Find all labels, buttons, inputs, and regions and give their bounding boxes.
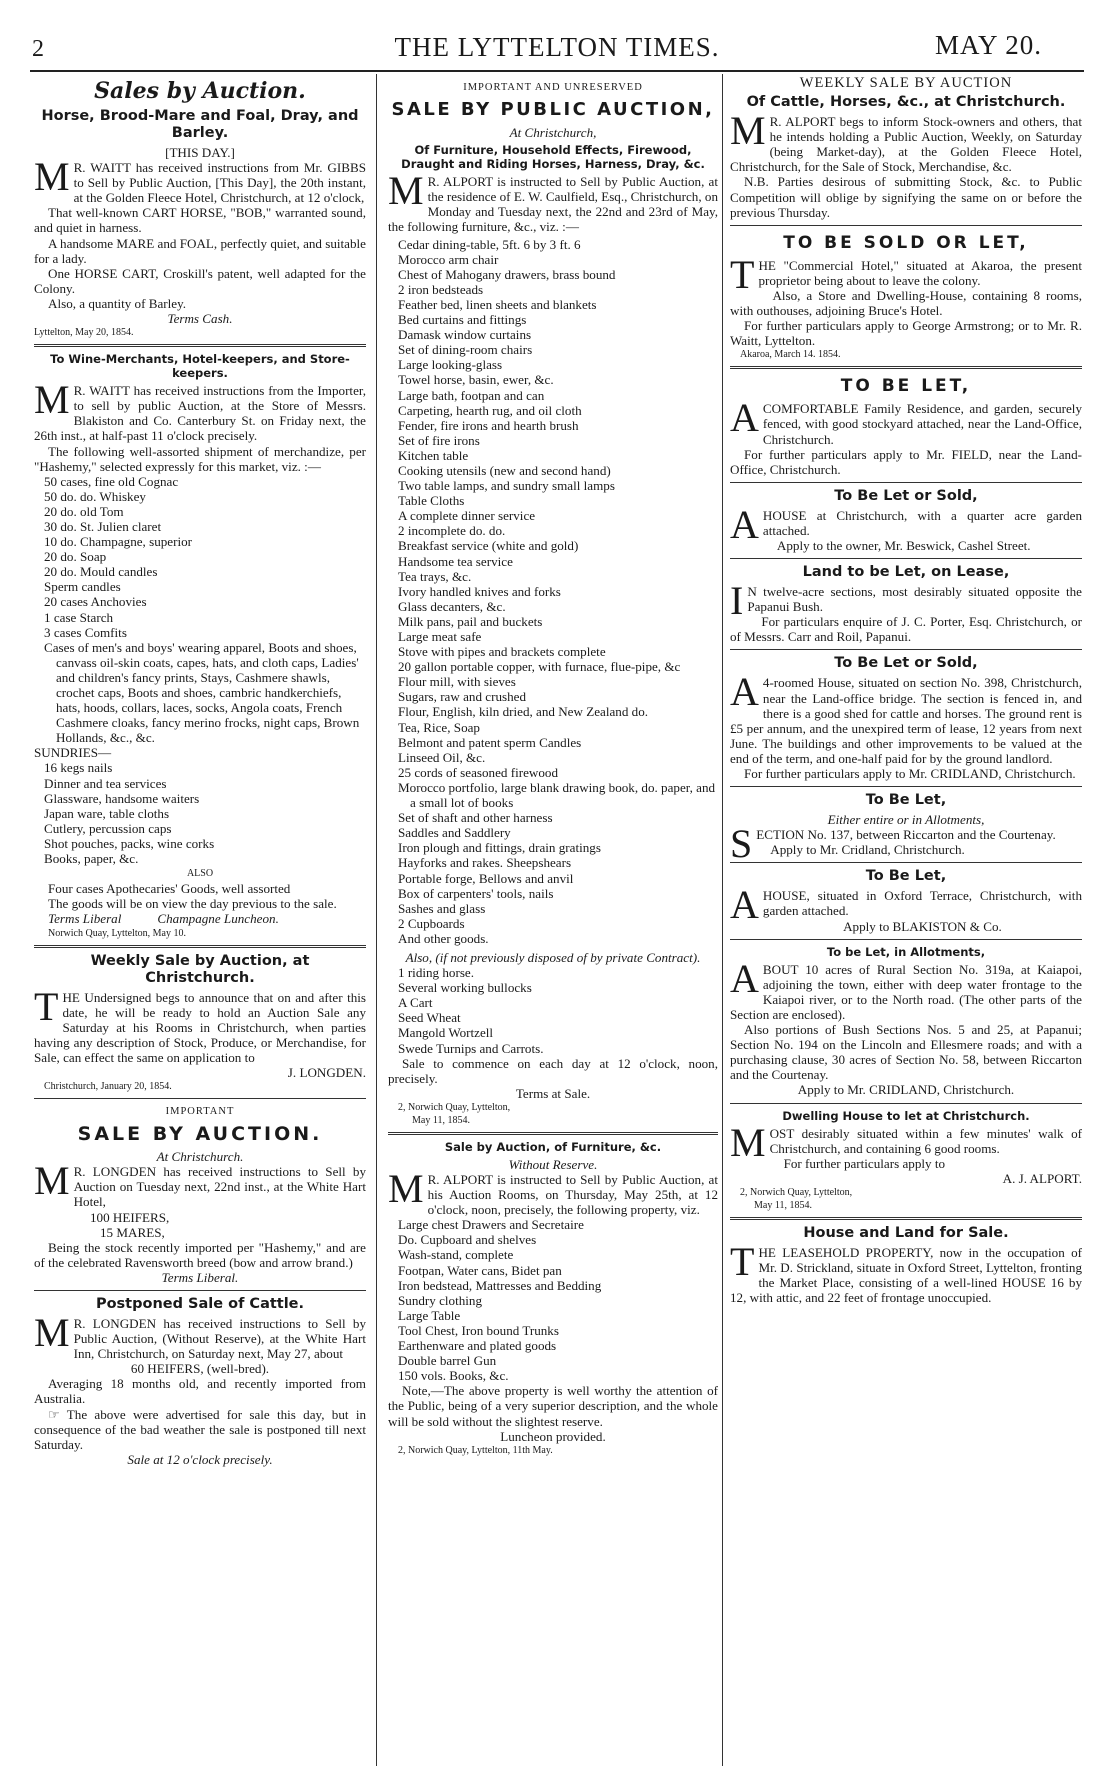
divider xyxy=(34,945,366,948)
divider xyxy=(730,649,1082,650)
divider xyxy=(730,939,1082,940)
drop-cap: A xyxy=(730,955,759,1001)
advert-text: Averaging 18 months old, and recently imported from Australia. xyxy=(34,1376,366,1407)
list-item: Belmont and patent sperm Candles xyxy=(398,734,582,750)
list-item: Tool Chest, Iron bound Trunks xyxy=(398,1322,559,1338)
divider xyxy=(730,482,1082,483)
list-item: Large looking-glass xyxy=(398,357,503,373)
divider xyxy=(730,366,1082,369)
item-list xyxy=(388,965,718,1056)
advert-heading: To Wine-Merchants, Hotel-keepers, and Store-keepers. xyxy=(50,352,350,381)
advert-to-be-let xyxy=(730,374,1082,476)
list-item: Stove with pipes and brackets complete xyxy=(398,644,606,660)
list-item: Double barrel Gun xyxy=(398,1353,497,1369)
advert-heading: SALE BY PUBLIC AUCTION, xyxy=(391,99,715,121)
advert-heading: Land to be Let, on Lease, xyxy=(802,564,1010,581)
advert-body: R. ALPORT is instructed to Sell by Public Auction, at the residence of E. W. Caulfield, Esq., Christchurch, on Monday and Tuesday next, the 22nd and 23rd of May, the following furniture, &c., viz. :— xyxy=(388,174,718,235)
page-number: 2 xyxy=(32,36,44,62)
drop-cap: T xyxy=(34,983,59,1029)
list-item: Large meat safe xyxy=(398,629,482,644)
advert-body: ECTION No. 137, between Riccarton and the Courtenay. xyxy=(756,827,1056,843)
advert-dwelling-house xyxy=(730,1109,1082,1212)
advert-body: HOUSE, situated in Oxford Terrace, Christchurch, with garden attached. xyxy=(762,888,1082,919)
drop-cap: M xyxy=(34,1310,70,1355)
advert-luncheon: Champagne Luncheon. xyxy=(157,911,279,927)
column-divider xyxy=(376,74,377,1766)
advert-body: 4-roomed House, situated on section No. 398, Christchurch, near the Land-office bridge. The section is fenced in, and there is a good shed for cattle and horses. The ground rent is £5 per annum, and the unexpired term of lease, 12 years from next June. The buildings and other improvements to be valued at the end of the term, and one-half paid for by the ground landlord. xyxy=(730,675,1082,766)
drop-cap: S xyxy=(730,821,753,867)
divider xyxy=(730,1217,1082,1220)
advert-heading: Weekly Sale by Auction, at Christchurch. xyxy=(90,952,310,986)
advert-terms: Terms Liberal xyxy=(48,911,122,927)
drop-cap: M xyxy=(34,154,70,200)
list-item: Flour mill, with sieves xyxy=(398,674,516,690)
advert-text: A handsome MARE and FOAL, perfectly quiet, and suitable for a lady. xyxy=(34,235,366,266)
advert-text: Apply to BLAKISTON & Co. xyxy=(843,918,1002,934)
list-item: Saddles and Saddlery xyxy=(398,825,511,841)
list-item: Feather bed, linen sheets and blankets xyxy=(398,296,597,312)
item-list xyxy=(388,237,718,946)
list-item: Swede Turnips and Carrots. xyxy=(398,1040,544,1056)
advert-body: BOUT 10 acres of Rural Section No. 319a, at Kaiapoi, adjoining the town, either with deep water frontage to the Kaiapoi river, or to the North road. (The other parts of the Section are enclosed). xyxy=(730,961,1082,1022)
advert-heading: SALE BY AUCTION. xyxy=(77,1123,323,1146)
drop-cap: M xyxy=(730,1119,766,1165)
list-item: Seed Wheat xyxy=(398,1010,461,1026)
advert-heading: To Be Let or Sold, xyxy=(834,487,978,504)
list-item: Large bath, footpan and can xyxy=(398,387,545,403)
list-item: 50 cases, fine old Cognac xyxy=(44,473,179,489)
list-item: A complete dinner service xyxy=(398,508,536,524)
list-item: Shot pouches, packs, wine corks xyxy=(44,835,215,851)
advert-let-or-sold-2 xyxy=(730,655,1082,781)
advert-text: For particulars enquire of J. C. Porter, Esq. Christchurch, or of Messrs. Carr and Roil, Papanui. xyxy=(730,614,1082,645)
list-item: 16 kegs nails xyxy=(44,760,113,776)
issue-date: MAY 20. xyxy=(934,30,1042,60)
advert-body: HOUSE at Christchurch, with a quarter acre garden attached. xyxy=(762,507,1082,538)
column-1 xyxy=(34,76,366,1766)
list-item: Bed curtains and fittings xyxy=(398,312,527,328)
advert-name: J. LONGDEN. xyxy=(287,1064,366,1080)
divider xyxy=(388,1132,718,1135)
advert-signature: 2, Norwich Quay, Lyttelton, xyxy=(740,1186,853,1198)
advert-body: HE LEASEHOLD PROPERTY, now in the occupation of Mr. D. Strickland, situate in Oxford Street, Lyttelton, fronting the Market Place, consisting of a well-lined HOUSE 16 by 12, with attic, and 22 feet of frontage unoccupied. xyxy=(730,1244,1082,1306)
advert-body: N twelve-acre sections, most desirably situated opposite the Papanui Bush. xyxy=(747,584,1082,615)
advert-alport-unreserved xyxy=(388,80,718,1127)
advert-heading: House and Land for Sale. xyxy=(803,1224,1009,1241)
list-item: 150 vols. Books, &c. xyxy=(398,1368,509,1384)
advert-text: The goods will be on view the day previous to the sale. xyxy=(48,896,337,912)
advert-signature: Christchurch, January 20, 1854. xyxy=(44,1081,172,1093)
list-item: Iron bedstead, Mattresses and Bedding xyxy=(398,1277,602,1293)
advert-signature-date: May 11, 1854. xyxy=(412,1114,470,1126)
advert-body: R. WAITT has received instructions from Mr. GIBBS to Sell by Public Auction, [This Day], the 20th instant, at the Golden Fleece Hotel, Christchurch, at 12 o'clock, xyxy=(73,160,366,206)
advert-text: Four cases Apothecaries' Goods, well assorted xyxy=(48,881,291,897)
advert-text: That well-known CART HORSE, "BOB," warranted sound, and quiet in harness. xyxy=(34,205,366,236)
advert-text: Apply to Mr. Cridland, Christchurch. xyxy=(770,842,965,858)
list-item: 2 Cupboards xyxy=(398,915,465,931)
list-item: Dinner and tea services xyxy=(44,775,167,791)
advert-text: For further particulars apply to George Armstrong; or to Mr. R. Waitt, Lyttelton. xyxy=(730,318,1082,349)
item-list xyxy=(34,474,366,746)
list-item: 10 do. Champagne, superior xyxy=(44,534,193,550)
list-item: Sundry clothing xyxy=(398,1292,483,1308)
advert-body: HE Undersigned begs to announce that on and after this date, he will be ready to hold an Auction Sale any Saturday at his Rooms in Christchurch, when parties having any description of Stock, Produce, or Merchandise, for Sale, can effect the same on application to xyxy=(34,989,366,1065)
advert-land-lease xyxy=(730,564,1082,644)
list-item: Large Table xyxy=(398,1307,461,1323)
advert-horse-sale xyxy=(34,108,366,339)
advert-text: Being the stock recently imported per "Hashemy," and are of the celebrated Ravensworth breed (bow and arrow brand.) xyxy=(34,1239,366,1270)
divider xyxy=(730,786,1082,787)
column-divider xyxy=(722,74,723,1766)
advert-text: ☞ The above were advertised for sale this day, but in consequence of the bad weather the sale is postponed till next Saturday. xyxy=(34,1406,366,1452)
list-item: 3 cases Comfits xyxy=(44,624,127,640)
list-item: 20 do. Mould candles xyxy=(44,564,158,580)
advert-oxford-terrace xyxy=(730,868,1082,933)
advert-heading: Horse, Brood-Mare and Foal, Dray, and Barley. xyxy=(41,108,359,141)
advert-signature: 2, Norwich Quay, Lyttelton, xyxy=(398,1101,511,1113)
advert-sold-or-let xyxy=(730,231,1082,362)
sundries-list xyxy=(34,760,366,866)
list-item: 1 riding horse. xyxy=(398,965,475,981)
advert-text: Apply to the owner, Mr. Beswick, Cashel Street. xyxy=(776,537,1031,553)
advert-heading: TO BE LET, xyxy=(840,376,972,397)
list-item: Japan ware, table cloths xyxy=(44,805,170,821)
list-item: Table Cloths xyxy=(398,493,465,509)
list-item: Kitchen table xyxy=(398,447,469,463)
list-item: Morocco portfolio, large blank drawing book, do. paper, and a small lot of books xyxy=(398,779,716,811)
advert-signature: 2, Norwich Quay, Lyttelton, 11th May. xyxy=(398,1444,553,1456)
advert-text: Sale to commence on each day at 12 o'clock, noon, precisely. xyxy=(388,1055,718,1086)
drop-cap: M xyxy=(730,108,766,154)
drop-cap: A xyxy=(730,669,759,715)
list-item: Chest of Mahogany drawers, brass bound xyxy=(398,266,616,282)
advert-text: For further particulars apply to Mr. CRIDLAND, Christchurch. xyxy=(744,766,1076,781)
advert-signature: Lyttelton, May 20, 1854. xyxy=(34,327,134,339)
advert-heading: To Be Let, xyxy=(865,792,947,809)
list-item: 30 do. St. Julien claret xyxy=(44,518,162,534)
advert-line: 60 HEIFERS, (well-bred). xyxy=(130,1361,270,1377)
advert-terms: Terms Cash. xyxy=(167,311,233,327)
advert-text: The following well-assorted shipment of merchandize, per "Hashemy," selected expressly for this market, viz. :— xyxy=(34,443,366,474)
advert-house-and-land xyxy=(730,1225,1082,1305)
divider xyxy=(730,225,1082,226)
advert-text: Also, a quantity of Barley. xyxy=(48,295,187,311)
list-item: Handsome tea service xyxy=(398,553,513,569)
drop-cap: A xyxy=(730,395,759,441)
list-item: Several working bullocks xyxy=(398,980,532,996)
advert-body: OST desirably situated within a few minutes' walk of Christchurch, and containing 6 good rooms. xyxy=(769,1125,1082,1156)
divider xyxy=(34,344,366,347)
drop-cap: M xyxy=(34,377,70,423)
advert-body: HE "Commercial Hotel," situated at Akaroa, the present proprietor being about to leave the colony. xyxy=(758,257,1082,288)
advert-subheading: At Christchurch. xyxy=(156,1149,244,1165)
list-item: Set of dining-room chairs xyxy=(398,342,533,358)
list-item: Milk pans, pail and buckets xyxy=(398,613,543,629)
list-item: 1 case Starch xyxy=(44,609,114,625)
list-item: Morocco arm chair xyxy=(398,251,499,267)
advert-text: Also portions of Bush Sections Nos. 5 and 25, at Papanui; Section No. 194 on the Lincoln and Ellesmere roads; and with a purchasing clause, 30 acres of Section No. 58, between Riccarton and the Courtenay. xyxy=(730,1022,1082,1083)
advert-line: 100 HEIFERS, xyxy=(90,1209,170,1225)
advert-furniture-sale xyxy=(388,1140,718,1457)
list-item: Large chest Drawers and Secretaire xyxy=(398,1217,584,1233)
divider xyxy=(730,862,1082,863)
list-item: 2 iron bedsteads xyxy=(398,281,484,297)
list-item: Cooking utensils (new and second hand) xyxy=(398,462,611,478)
advert-signature: Norwich Quay, Lyttelton, May 10. xyxy=(48,927,186,939)
column-3 xyxy=(730,76,1082,1766)
list-item: Wash-stand, complete xyxy=(398,1247,514,1263)
divider xyxy=(34,1290,366,1291)
list-item: Linseed Oil, &c. xyxy=(398,749,486,765)
advert-line: 15 MARES, xyxy=(100,1224,165,1240)
list-item: Cedar dining-table, 5ft. 6 by 3 ft. 6 xyxy=(398,236,581,252)
advert-note: Note,—The above property is well worthy the attention of the Public, being of a very superior description, and the whole will be sold without the slightest reserve. xyxy=(388,1383,718,1429)
list-item: Ivory handled knives and forks xyxy=(398,583,561,599)
advert-text: N.B. Parties desirous of submitting Stock, &c. to Public Competition will oblige by signifying the same on or before the previous Thursday. xyxy=(730,174,1082,220)
advert-heading: To Be Let, xyxy=(865,868,947,885)
advert-text: Also, a Store and Dwelling-House, containing 8 rooms, with outhouses, adjoining Bruce's Hotel. xyxy=(730,287,1082,319)
list-item: And other goods. xyxy=(398,930,489,946)
list-item: Cutlery, percussion caps xyxy=(44,820,172,836)
drop-cap: T xyxy=(730,1238,755,1284)
list-item: Sperm candles xyxy=(44,579,121,595)
advert-subheading: Either entire or in Allotments, xyxy=(827,812,985,828)
advert-heading: WEEKLY SALE BY AUCTION xyxy=(799,76,1013,91)
advert-text: For further particulars apply to xyxy=(783,1155,946,1171)
list-item: Tea, Rice, Soap xyxy=(398,719,480,735)
list-item: Breakfast service (white and gold) xyxy=(398,538,579,554)
list-item: Do. Cupboard and shelves xyxy=(398,1232,537,1248)
advert-heading: To be Let, in Allotments, xyxy=(826,944,986,959)
list-item: Box of carpenters' tools, nails xyxy=(398,885,554,901)
advert-text: One HORSE CART, Croskill's patent, well adapted for the Colony. xyxy=(34,265,366,296)
advert-heading: Postponed Sale of Cattle. xyxy=(95,1296,305,1312)
list-item: Damask window curtains xyxy=(398,327,532,343)
advert-allotments xyxy=(730,945,1082,1098)
advert-body: R. WAITT has received instructions from the Importer, to sell by public Auction, at the Store of Messrs. Blakiston and Co. Canterbury St. on Friday next, the 26th inst., at half-past 11 o'clock precisely. xyxy=(34,383,366,444)
advert-body: R. ALPORT begs to inform Stock-owners and others, that he intends holding a Public Auction, Weekly, on Saturday (being Market-day), at the Golden Fleece Hotel, Christchurch, for the Sale of Stock, Merchandise, &c. xyxy=(730,114,1082,175)
advert-body: R. LONGDEN has received instructions to Sell by Public Auction, (Without Reserve), at the White Hart Inn, Christchurch, on Saturday next, May 27, about xyxy=(73,1316,366,1362)
advert-subheading: Without Reserve. xyxy=(508,1156,598,1172)
advert-longden-sale xyxy=(34,1104,366,1285)
advert-postponed-sale xyxy=(34,1296,366,1467)
item-list xyxy=(388,1217,718,1383)
list-item: Cases of men's and boys' wearing apparel, Boots and shoes, canvass oil-skin coats, capes, hats, and cloth caps, Ladies' and children's fancy prints, Stays, Cashmere shawls, crochet caps, Boots and shoes, cambric handkerchiefs, hats, hoods, collars, laces, socks, Angola coats, French Cashmere cloaks, fancy merino frocks, night caps, Brown Hollands, &c., &c. xyxy=(44,639,360,746)
list-item: Two table lamps, and sundry small lamps xyxy=(398,478,615,494)
drop-cap: M xyxy=(388,168,424,214)
list-item: 20 do. old Tom xyxy=(44,503,124,519)
list-item: Books, paper, &c. xyxy=(44,851,139,867)
drop-cap: M xyxy=(34,1158,70,1204)
list-item: Footpan, Water cans, Bidet pan xyxy=(398,1262,562,1278)
advert-luncheon: Luncheon provided. xyxy=(500,1428,606,1444)
masthead xyxy=(0,0,1114,64)
drop-cap: M xyxy=(388,1166,424,1211)
list-item: 20 cases Anchovies xyxy=(44,594,147,610)
advert-heading-2: Of Cattle, Horses, &c., at Christchurch. xyxy=(746,94,1066,111)
list-item: 20 gallon portable copper, with furnace, flue-pipe, &c xyxy=(398,659,681,675)
list-item: 2 incomplete do. do. xyxy=(398,523,506,539)
advert-signature: Akaroa, March 14. 1854. xyxy=(740,349,841,361)
list-item: Tea trays, &c. xyxy=(398,568,472,584)
advert-terms: Terms at Sale. xyxy=(515,1085,591,1101)
divider xyxy=(730,558,1082,559)
advert-body: R. ALPORT is instructed to Sell by Public Auction, at his Auction Rooms, on Thursday, May 25th, at 12 o'clock, noon, precisely, the following property, viz. xyxy=(427,1172,718,1218)
list-item: Mangold Wortzell xyxy=(398,1025,494,1041)
list-item: Glassware, handsome waiters xyxy=(44,790,200,806)
list-item: 50 do. do. Whiskey xyxy=(44,488,146,504)
advert-heading: TO BE SOLD OR LET, xyxy=(783,232,1029,253)
column-2 xyxy=(388,76,718,1766)
advert-final: Sale at 12 o'clock precisely. xyxy=(127,1451,273,1467)
advert-heading: Sale by Auction, of Furniture, &c. xyxy=(444,1139,662,1154)
list-item: 25 cords of seasoned firewood xyxy=(398,764,558,780)
list-item: Flour, English, kiln dried, and New Zealand do. xyxy=(398,704,649,720)
sundries-label: SUNDRIES— xyxy=(34,745,112,761)
list-item: Glass decanters, &c. xyxy=(398,598,506,614)
list-item: Carpeting, hearth rug, and oil cloth xyxy=(398,402,582,418)
list-item: Iron plough and fittings, drain gratings xyxy=(398,840,601,856)
drop-cap: A xyxy=(730,882,759,928)
advert-section-137 xyxy=(730,792,1082,867)
drop-cap: A xyxy=(730,501,759,547)
advert-text: For further particulars apply to Mr. FIELD, near the Land-Office, Christchurch. xyxy=(730,446,1082,477)
advert-body: R. LONGDEN has received instructions to Sell by Auction on Tuesday next, 22nd inst., at the White Hart Hotel, xyxy=(73,1164,366,1210)
header-rule xyxy=(30,70,1084,72)
advert-wine-merchants xyxy=(34,352,366,939)
also-label: ALSO xyxy=(186,868,214,880)
advert-subheading-2: Of Furniture, Household Effects, Firewood, Draught and Riding Horses, Harness, Dray, &c. xyxy=(401,143,705,172)
advert-heading: To Be Let or Sold, xyxy=(834,655,978,672)
list-item: Set of fire irons xyxy=(398,432,480,448)
list-item: Towel horse, basin, ewer, &c. xyxy=(398,372,554,388)
list-item: Portable forge, Bellows and anvil xyxy=(398,870,574,886)
list-item: Set of shaft and other harness xyxy=(398,810,553,826)
list-item: 20 do. Soap xyxy=(44,549,107,565)
advert-let-or-sold-1 xyxy=(730,488,1082,553)
advert-pre: IMPORTANT xyxy=(165,1106,235,1118)
advert-name: A. J. ALPORT. xyxy=(1002,1170,1082,1186)
advert-weekly-sale xyxy=(34,953,366,1094)
advert-subheading: At Christchurch, xyxy=(509,125,597,141)
newspaper-title: THE LYTTELTON TIMES. xyxy=(394,32,720,62)
advert-subheading: [THIS DAY.] xyxy=(165,145,235,160)
list-item: Earthenware and plated goods xyxy=(398,1338,557,1354)
list-item: Sugars, raw and crushed xyxy=(398,689,526,705)
divider xyxy=(730,1103,1082,1104)
list-item: Fender, fire irons and hearth brush xyxy=(398,417,579,433)
advert-weekly-cattle xyxy=(730,76,1082,220)
advert-signature-date: May 11, 1854. xyxy=(754,1199,812,1211)
list-item: Hayforks and rakes. Sheepshears xyxy=(398,855,572,871)
advert-pre: IMPORTANT AND UNRESERVED xyxy=(463,82,643,93)
drop-cap: I xyxy=(730,578,744,624)
list-item: A Cart xyxy=(398,995,433,1011)
divider xyxy=(34,1098,366,1099)
list-item: Sashes and glass xyxy=(398,900,486,916)
advert-terms: Terms Liberal. xyxy=(161,1269,239,1285)
advert-body: COMFORTABLE Family Residence, and garden, securely fenced, with good stockyard attached, near the Land-Office, Christchurch. xyxy=(762,401,1082,447)
advert-text: Apply to Mr. CRIDLAND, Christchurch. xyxy=(797,1082,1015,1098)
advert-heading: Dwelling House to let at Christchurch. xyxy=(782,1108,1030,1123)
advert-also: Also, (if not previously disposed of by private Contract). xyxy=(405,949,701,965)
drop-cap: T xyxy=(730,251,755,297)
section-title: Sales by Auction. xyxy=(94,78,306,104)
